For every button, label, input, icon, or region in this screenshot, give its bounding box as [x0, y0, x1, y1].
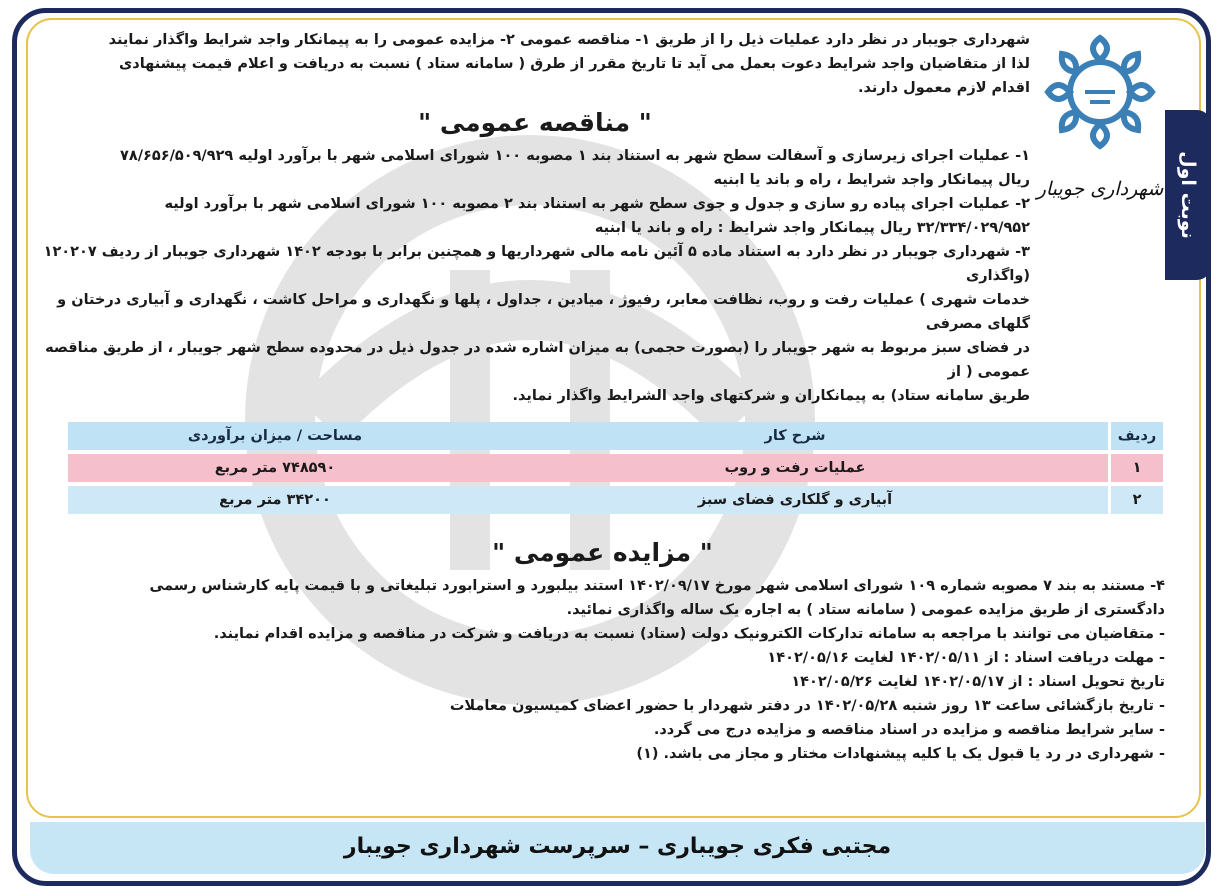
tender-item: خدمات شهری ) عملیات رفت و روب، نظافت معابر، رفیوژ ، میادین ، جداول ، پلها و نگهداری و مراحل کاشت ، نگهداری و آبیاری درختان و گلهای مصرفی [57, 292, 1030, 332]
tender-title: " مناقصه عمومی " [418, 108, 652, 137]
tender-item: ۲- عملیات اجرای پیاده رو سازی و جدول و جوی سطح شهر به استناد بند ۲ مصوبه ۱۰۰ شورای اسلامی شهر با برآورد اولیه [164, 196, 1030, 212]
intro-line: اقدام لازم معمول دارند. [858, 80, 1030, 96]
table-row [68, 486, 1166, 514]
tender-item: ۳- شهرداری جویبار در نظر دارد به استناد ماده ۵ آئین نامه مالی شهرداریها و همچنین برابر با بودجه ۱۴۰۲ شهرداری جویبار از ردیف ۱۲۰۲۰۷ (واگذاری [43, 244, 1030, 284]
auction-section [40, 530, 1165, 766]
auction-item: تاریخ تحویل اسناد : از ۱۴۰۲/۰۵/۱۷ لغایت ۱۴۰۲/۰۵/۲۶ [791, 674, 1165, 690]
header-row-number: ردیف [1111, 422, 1166, 450]
row-description: آبیاری و گلکاری فضای سبز [482, 486, 1111, 514]
municipality-logo-icon [1040, 30, 1160, 160]
auction-item: - شهرداری در رد یا قبول یک یا کلیه پیشنهادات مختار و مجاز می باشد. (۱) [636, 746, 1165, 762]
row-number: ۲ [1111, 486, 1166, 514]
intro-line: لذا از متقاضیان واجد شرایط دعوت بعمل می آید تا تاریخ مقرر از طرق ( سامانه ستاد ) نسبت به دریافت و اعلام قیمت پیشنهادی [118, 56, 1030, 72]
auction-item: - سایر شرایط مناقصه و مزایده در اسناد مناقصه و مزایده درج می گردد. [653, 722, 1165, 738]
auction-item: - متقاضیان می توانند با مراجعه به سامانه تدارکات الکترونیک دولت (ستاد) نسبت به دریافت و شرکت در مناقصه و مزایده اقدام نمایند. [213, 626, 1165, 642]
tender-section [40, 28, 1030, 408]
table-header-row [68, 422, 1166, 450]
works-table [68, 418, 1166, 518]
header-description: شرح کار [482, 422, 1111, 450]
table-row [68, 454, 1166, 482]
tender-item: ۱- عملیات اجرای زیرسازی و آسفالت سطح شهر به استناد بند ۱ مصوبه ۱۰۰ شورای اسلامی شهر با برآورد اولیه ۷۸/۶۵۶/۵۰۹/۹۲۹ [120, 148, 1030, 164]
auction-item: - مهلت دریافت اسناد : از ۱۴۰۲/۰۵/۱۱ لغایت ۱۴۰۲/۰۵/۱۶ [767, 650, 1165, 666]
side-tab-label: نوبت اول [1177, 151, 1199, 239]
intro-line: شهرداری جویبار در نظر دارد عملیات ذیل را از طریق ۱- مناقصه عمومی ۲- مزایده عمومی را به پیمانکار واجد شرایط واگذار نمایند [108, 32, 1030, 48]
auction-item: ۴- مستند به بند ۷ مصوبه شماره ۱۰۹ شورای اسلامی شهر مورخ ۱۴۰۲/۰۹/۱۷ استند بیلبورد و استرابورد تبلیغاتی و با قیمت پایه کارشناس رسمی [149, 578, 1165, 594]
header-area: مساحت / میزان برآوردی [68, 422, 482, 450]
row-number: ۱ [1111, 454, 1166, 482]
footer-signature [30, 822, 1205, 874]
footer-text: مجتبی فکری جویباری – سرپرست شهرداری جویبار [343, 834, 892, 859]
tender-item: ریال پیمانکار واجد شرایط ، راه و باند یا ابنیه [713, 172, 1030, 188]
tender-item: طریق سامانه ستاد) به پیمانکاران و شرکتهای واجد الشرایط واگذار نماید. [512, 388, 1030, 404]
row-area: ۷۴۸۵۹۰ متر مربع [68, 454, 482, 482]
row-area: ۳۴۲۰۰ متر مربع [68, 486, 482, 514]
auction-item: - تاریخ بازگشائی ساعت ۱۳ روز شنبه ۱۴۰۲/۰۵/۲۸ در دفتر شهردار با حضور اعضای کمیسیون معاملات [449, 698, 1165, 714]
tender-item: ۳۲/۳۳۴/۰۲۹/۹۵۲ ریال پیمانکار واجد شرایط : راه و باند یا ابنیه [594, 220, 1030, 236]
auction-title: " مزایده عمومی " [492, 538, 713, 567]
auction-item: دادگستری از طریق مزایده عمومی ( سامانه ستاد ) به اجاره یک ساله واگذاری نمائید. [566, 602, 1165, 618]
logo-caption: شهرداری جویبار [1036, 178, 1164, 200]
row-description: عملیات رفت و روب [482, 454, 1111, 482]
side-tab [1165, 110, 1211, 280]
tender-item: در فضای سبز مربوط به شهر جویبار را (بصورت حجمی) به میزان اشاره شده در جدول ذیل در محدوده سطح شهر جویبار ، از طریق مناقصه عمومی ( از [45, 340, 1030, 380]
